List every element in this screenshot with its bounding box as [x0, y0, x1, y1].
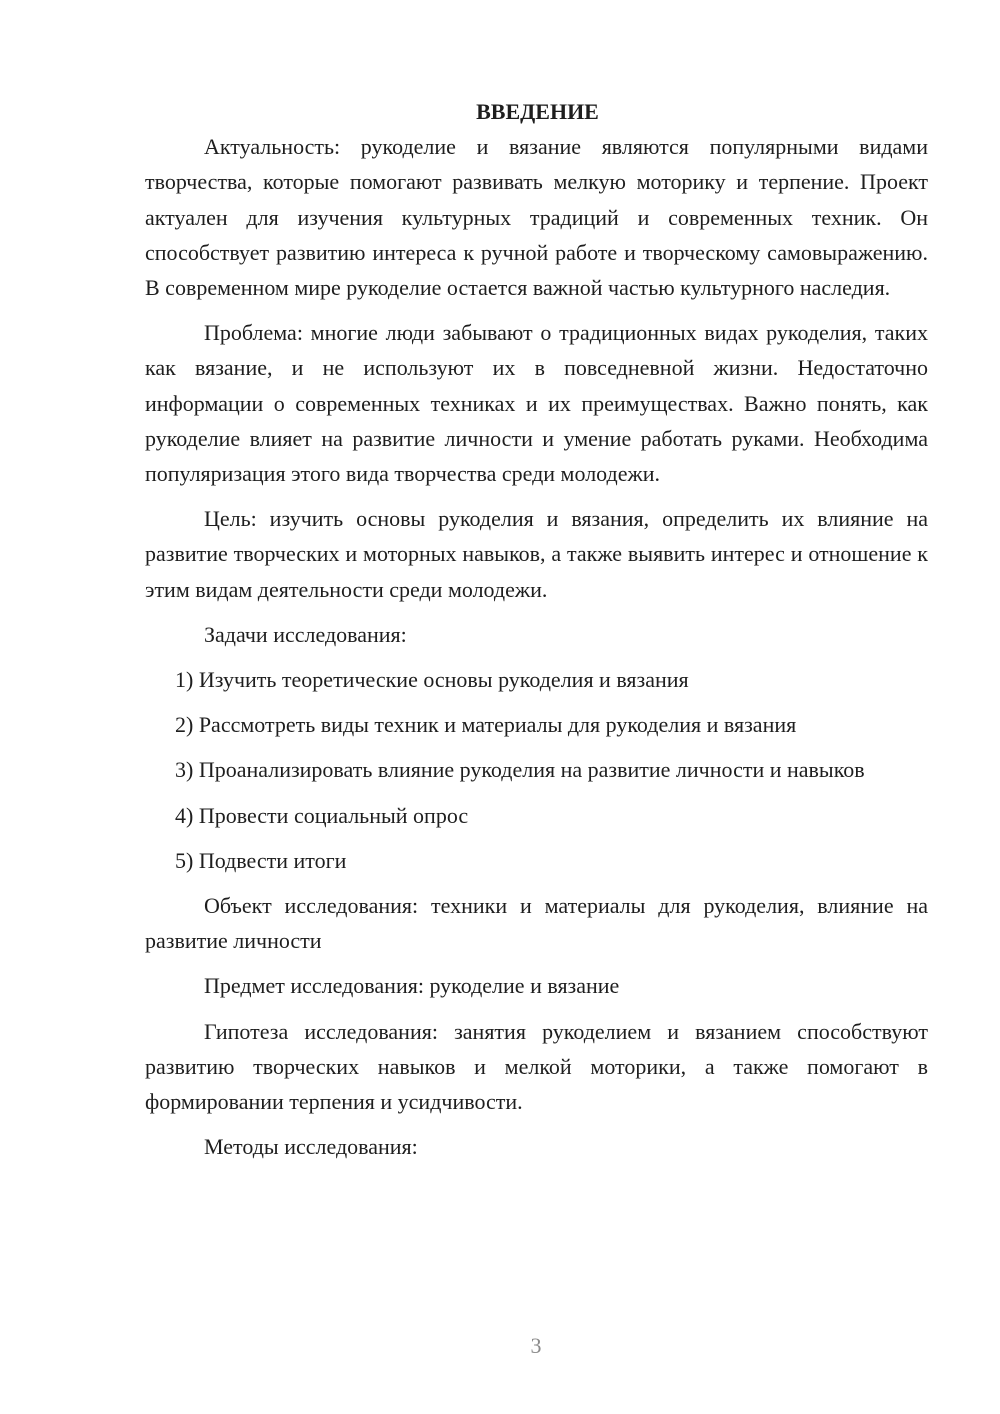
page-number: 3 [530, 1333, 542, 1358]
section-title: ВВЕДЕНИЕ [476, 99, 599, 124]
goal-paragraph: Цель: изучить основы рукоделия и вязания, определить их влияние на развитие творческих и моторных навыков, а также выявить интерес и отношение к этим видам деятельности среди молодежи. [145, 506, 928, 602]
tasks-heading: Задачи исследования: [204, 621, 407, 647]
relevance-paragraph: Актуальность: рукоделие и вязание являются популярными видами творчества, которые помогают развивать мелкую моторику и терпение. Проект актуален для изучения культурных традиций и современных техник. Он способствует развитию интереса к ручной работе и творческому самовыражению. В современном мире рукоделие остается важной частью культурного наследия. [145, 134, 928, 301]
task-item: 5) Подвести итоги [175, 847, 347, 873]
research-hypothesis: Гипотеза исследования: занятия рукоделием и вязанием способствуют развитию творческих навыков и мелкой моторики, а также помогают в формировании терпения и усидчивости. [145, 1018, 928, 1115]
task-item: 4) Провести социальный опрос [175, 802, 469, 828]
problem-paragraph: Проблема: многие люди забывают о традиционных видах рукоделия, таких как вязание, и не используют их в повседневной жизни. Недостаточно информации о современных техниках и их преимуществах. Важно понять, как рукоделие влияет на развитие личности и умение работать руками. Необходима популяризация этого вида творчества среди молодежи. [145, 320, 928, 487]
research-subject: Предмет исследования: рукоделие и вязание [204, 973, 620, 999]
tasks-list [145, 662, 928, 878]
task-item: 2) Рассмотреть виды техник и материалы для рукоделия и вязания [175, 712, 797, 738]
page-content [145, 94, 928, 1164]
research-object: Объект исследования: техники и материалы для рукоделия, влияние на развитие личности [145, 893, 928, 954]
task-item: 3) Проанализировать влияние рукоделия на развитие личности и навыков [175, 757, 865, 783]
methods-heading: Методы исследования: [204, 1134, 418, 1160]
task-item: 1) Изучить теоретические основы рукоделия и вязания [175, 667, 689, 693]
